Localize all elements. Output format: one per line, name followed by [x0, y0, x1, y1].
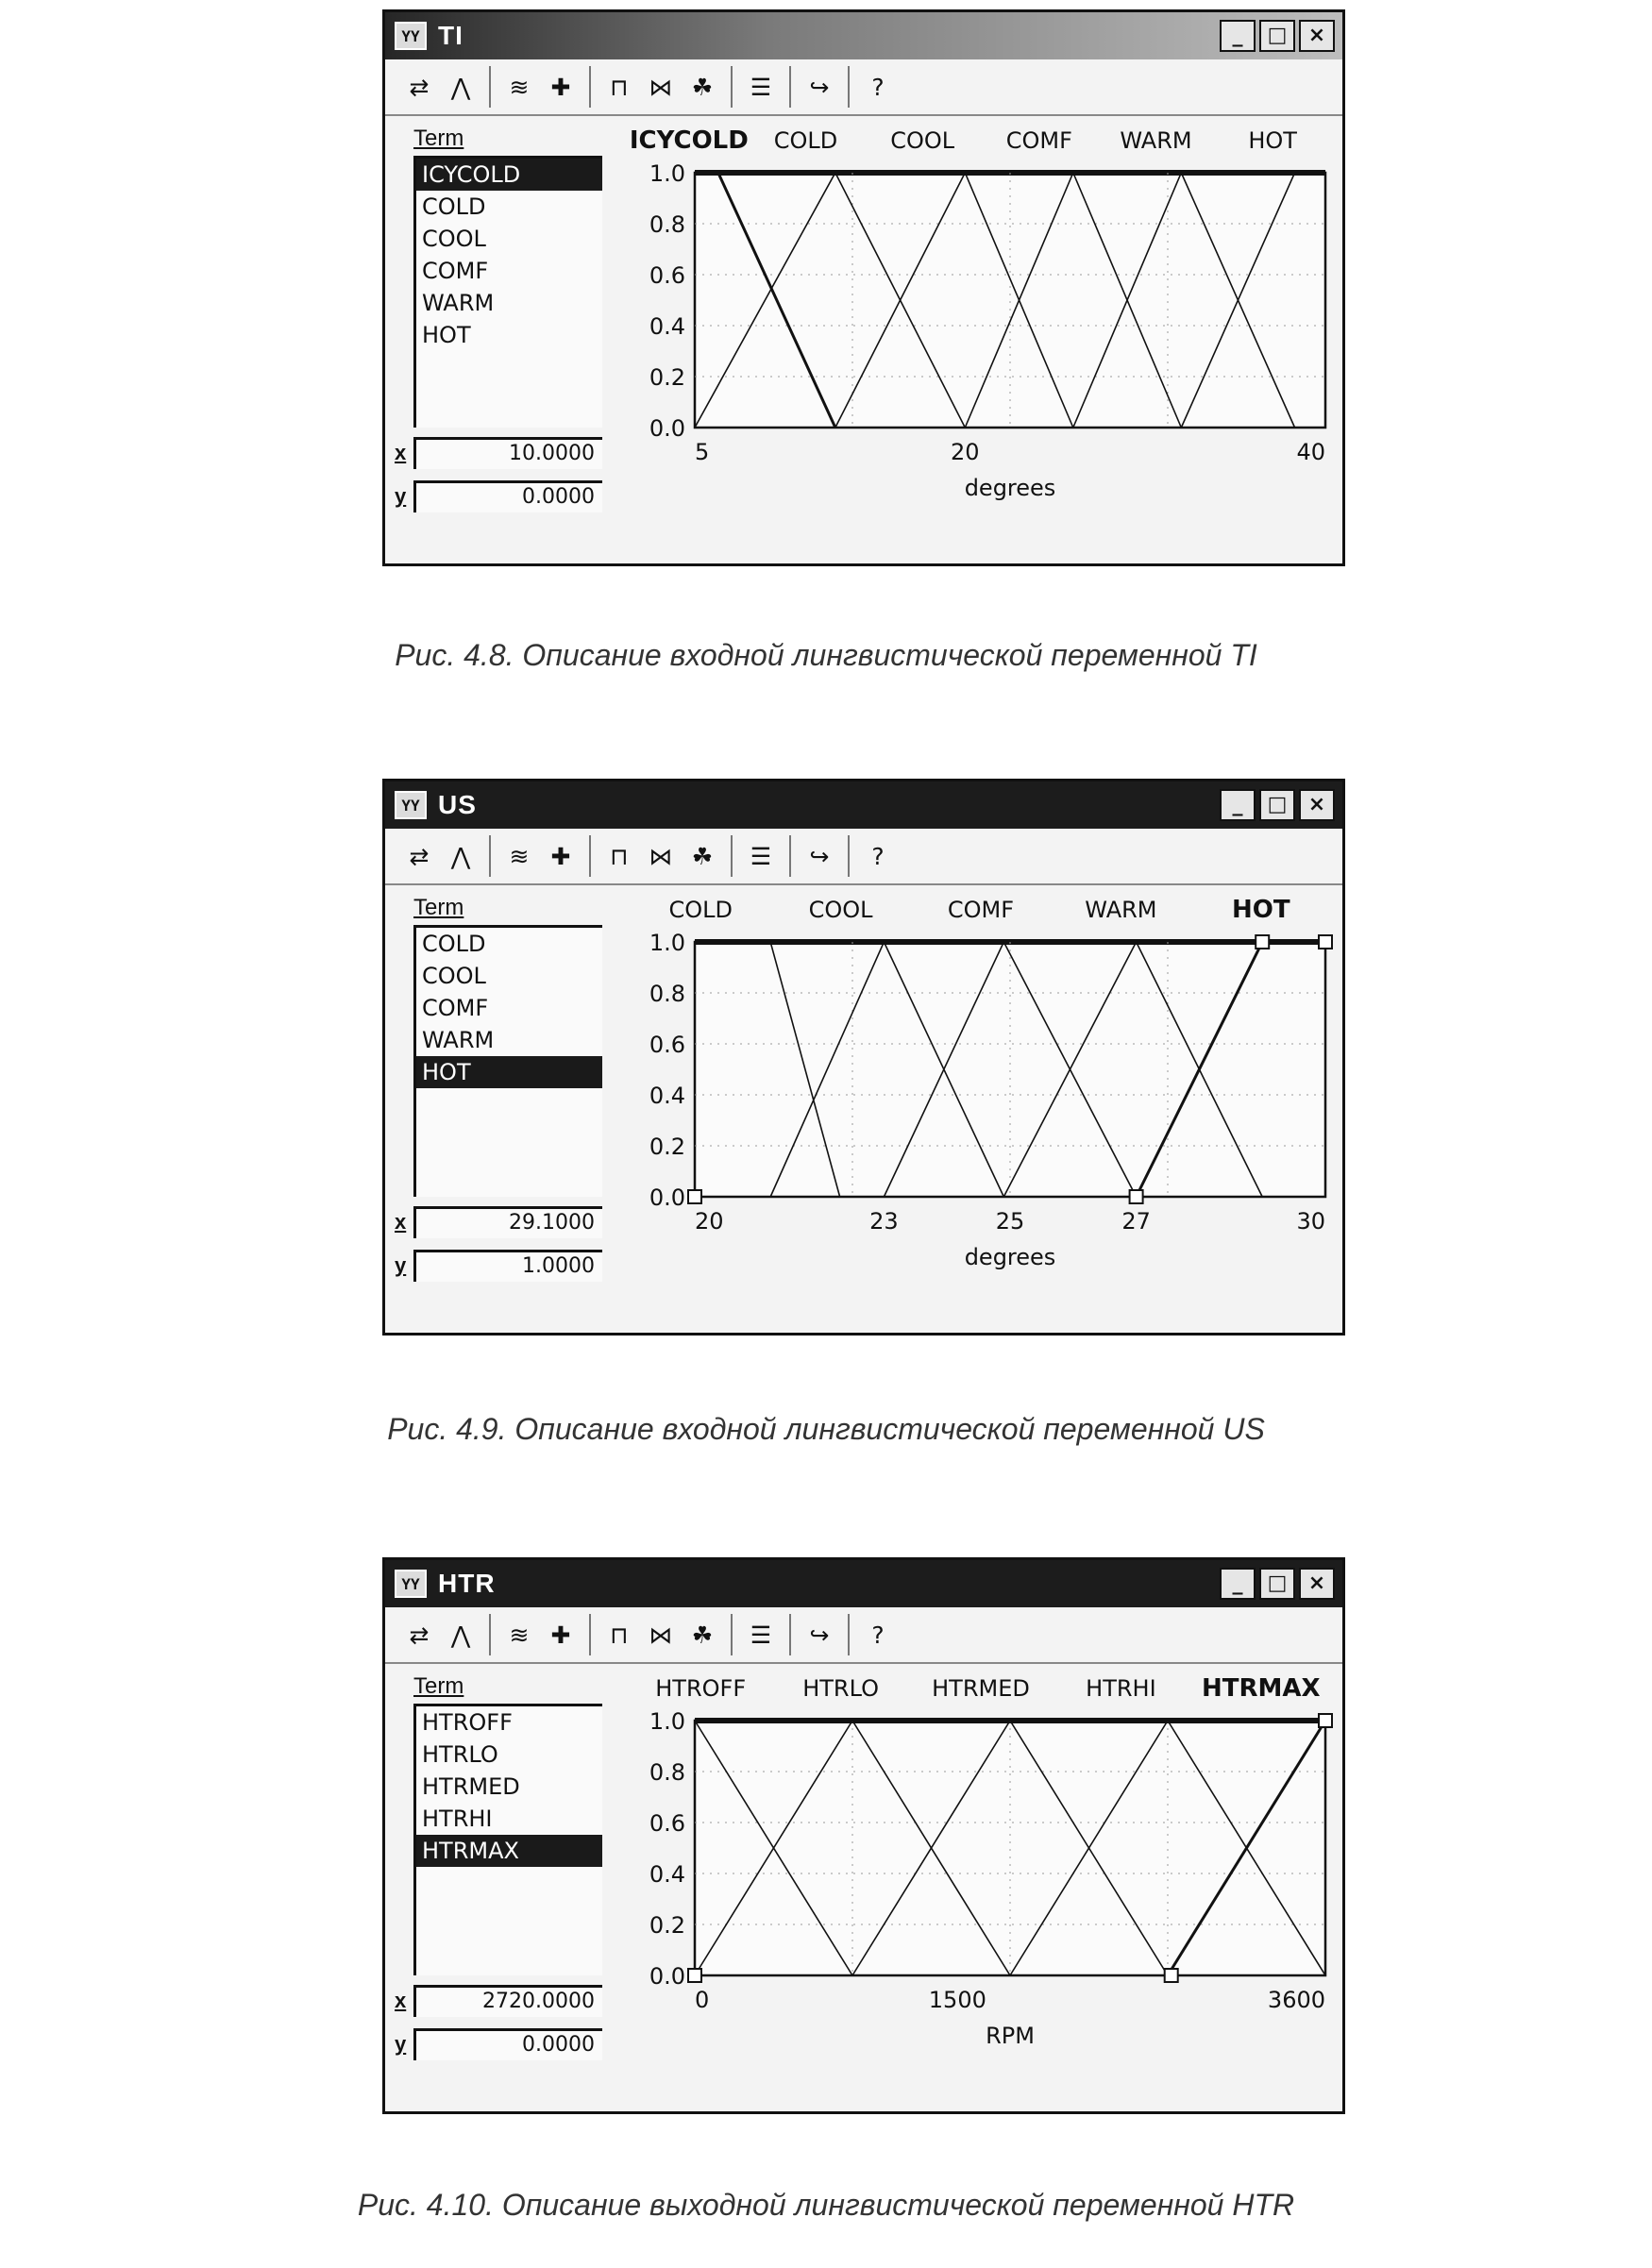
x-value-field[interactable]: 29.1000	[413, 1206, 602, 1238]
term-label: Term	[413, 126, 464, 151]
window-us	[382, 779, 1345, 1336]
edit-term-icon[interactable]: ⊓	[610, 842, 629, 870]
y-tick-label: 0.4	[649, 1861, 685, 1888]
x-tick-label: 23	[869, 1208, 899, 1235]
x-tick-label: 30	[1296, 1208, 1325, 1235]
x-value-field[interactable]: 2720.0000	[413, 1985, 602, 2017]
rules-icon[interactable]: ≋	[509, 1621, 530, 1649]
title-bar[interactable]	[385, 1560, 1342, 1607]
y-value-field[interactable]: 0.0000	[413, 2028, 602, 2060]
title-bar[interactable]	[385, 12, 1342, 59]
term-item[interactable]: HTRLO	[422, 1741, 498, 1768]
toolbar	[385, 1607, 1342, 1664]
x-tick-label: 27	[1121, 1208, 1151, 1235]
close-button[interactable]: ×	[1299, 1568, 1335, 1600]
toolbar-separator	[789, 66, 791, 108]
x-axis-label: degrees	[964, 475, 1056, 501]
term-header-label: HOT	[1231, 896, 1290, 924]
toolbar-separator	[731, 835, 733, 877]
term-item[interactable]: ICYCOLD	[416, 159, 602, 191]
window-title: US	[438, 790, 477, 819]
term-item[interactable]: COLD	[422, 931, 486, 957]
figure-ti	[382, 9, 1345, 566]
toolbar-separator	[848, 66, 850, 108]
toolbar	[385, 59, 1342, 116]
x-tick-label: 5	[695, 439, 710, 465]
y-tick-label: 0.4	[649, 313, 685, 340]
y-tick-label: 0.2	[649, 1912, 685, 1939]
y-tick-label: 0.6	[649, 1810, 685, 1837]
y-tick-label: 0.8	[649, 981, 685, 1007]
term-header-label: COLD	[668, 897, 733, 923]
window-title: HTR	[438, 1569, 496, 1598]
toolbar-separator	[731, 66, 733, 108]
help-icon[interactable]: ?	[871, 842, 885, 870]
y-tick-label: 0.0	[649, 1184, 685, 1211]
term-header-label: COLD	[773, 127, 838, 154]
term-label: Term	[413, 895, 464, 920]
variables-icon[interactable]: ⇄	[409, 73, 430, 101]
toolbar-separator	[789, 835, 791, 877]
x-label: x	[395, 1210, 407, 1234]
figure-caption: Рис. 4.9. Описание входной лингвистической переменной US	[387, 1412, 1265, 1446]
term-item[interactable]: WARM	[422, 1027, 495, 1053]
toolbar-separator	[848, 835, 850, 877]
y-tick-label: 0.6	[649, 1032, 685, 1058]
term-label: Term	[413, 1673, 464, 1699]
toolbar-separator	[589, 66, 591, 108]
x-label: x	[395, 441, 407, 464]
figure-us	[382, 779, 1345, 1336]
list-icon[interactable]: ☰	[750, 73, 772, 101]
x-tick-label: 3600	[1267, 1987, 1325, 2013]
y-label: y	[395, 2032, 407, 2056]
y-value-field[interactable]: 1.0000	[413, 1250, 602, 1282]
membership-chart[interactable]	[619, 116, 1342, 560]
arrow-icon[interactable]: ↪	[809, 1621, 830, 1649]
term-header-label: COMF	[1005, 127, 1072, 154]
vertex-handle[interactable]	[688, 1190, 701, 1203]
term-item[interactable]: COOL	[422, 963, 486, 989]
membership-icon[interactable]: ⋀	[450, 73, 471, 101]
y-tick-label: 0.8	[649, 1759, 685, 1786]
x-tick-label: 40	[1296, 439, 1325, 465]
term-header-label: COOL	[808, 897, 873, 923]
term-item[interactable]: HOT	[416, 1056, 602, 1088]
toolbar-separator	[489, 66, 491, 108]
edit-term-icon[interactable]: ⊓	[610, 1621, 629, 1649]
add-term-icon[interactable]: ✚	[550, 73, 571, 101]
term-item[interactable]: HTROFF	[422, 1709, 513, 1736]
y-tick-label: 1.0	[649, 930, 685, 956]
x-tick-label: 0	[695, 1987, 710, 2013]
y-label: y	[395, 484, 407, 508]
y-tick-label: 0.0	[649, 1963, 685, 1990]
close-button[interactable]: ×	[1299, 20, 1335, 52]
term-header-label: HTRMAX	[1202, 1674, 1321, 1703]
term-list[interactable]	[413, 925, 602, 1197]
y-tick-label: 0.6	[649, 262, 685, 289]
x-tick-label: 1500	[928, 1987, 986, 2013]
y-tick-label: 1.0	[649, 160, 685, 187]
toolbar-separator	[589, 1614, 591, 1655]
term-header-label: ICYCOLD	[629, 126, 749, 155]
minimize-button[interactable]: _	[1220, 1568, 1256, 1600]
vertex-handle[interactable]	[1319, 935, 1332, 949]
vertex-handle[interactable]	[1256, 935, 1269, 949]
variables-icon[interactable]: ⇄	[409, 842, 430, 870]
membership-chart[interactable]	[619, 1664, 1342, 2108]
term-item[interactable]: COLD	[422, 193, 486, 220]
y-tick-label: 0.4	[649, 1083, 685, 1109]
wizard-icon[interactable]: ☘	[691, 1621, 714, 1649]
app-icon: ΥΥ	[395, 22, 427, 50]
term-item[interactable]: HTRHI	[422, 1806, 493, 1832]
term-list[interactable]	[413, 156, 602, 428]
close-button[interactable]: ×	[1299, 789, 1335, 821]
list-icon[interactable]: ☰	[750, 1621, 772, 1649]
term-header-label: COMF	[947, 897, 1015, 923]
y-tick-label: 0.2	[649, 1134, 685, 1160]
x-value-field[interactable]: 10.0000	[413, 437, 602, 469]
fuzzy-icon[interactable]: ⋈	[649, 1621, 673, 1649]
add-term-icon[interactable]: ✚	[550, 1621, 571, 1649]
x-tick-label: 20	[951, 439, 980, 465]
toolbar-separator	[489, 1614, 491, 1655]
term-header-label: WARM	[1120, 127, 1192, 154]
x-tick-label: 25	[995, 1208, 1025, 1235]
arrow-icon[interactable]: ↪	[809, 73, 830, 101]
wizard-icon[interactable]: ☘	[691, 842, 714, 870]
toolbar-separator	[589, 835, 591, 877]
variables-icon[interactable]: ⇄	[409, 1621, 430, 1649]
term-item[interactable]: WARM	[422, 290, 495, 316]
term-header-label: HOT	[1248, 127, 1297, 154]
x-tick-label: 20	[695, 1208, 724, 1235]
term-item[interactable]: HTRMAX	[416, 1835, 602, 1867]
term-item[interactable]: HOT	[422, 322, 471, 348]
maximize-button[interactable]: □	[1259, 789, 1295, 821]
window-ti	[382, 9, 1345, 566]
vertex-handle[interactable]	[1319, 1714, 1332, 1727]
x-axis-label: degrees	[964, 1244, 1056, 1270]
rules-icon[interactable]: ≋	[509, 73, 530, 101]
x-label: x	[395, 1989, 407, 2012]
add-term-icon[interactable]: ✚	[550, 842, 571, 870]
figure-caption: Рис. 4.10. Описание выходной лингвистической переменной HTR	[357, 2188, 1295, 2222]
arrow-icon[interactable]: ↪	[809, 842, 830, 870]
term-item[interactable]: HTRMED	[422, 1773, 520, 1800]
figure-caption: Рис. 4.8. Описание входной лингвистической переменной TI	[395, 638, 1257, 672]
y-tick-label: 0.8	[649, 211, 685, 238]
fuzzy-icon[interactable]: ⋈	[649, 842, 673, 870]
term-item[interactable]: COMF	[422, 995, 489, 1021]
term-header-label: HTRMED	[932, 1675, 1030, 1702]
list-icon[interactable]: ☰	[750, 842, 772, 870]
membership-icon[interactable]: ⋀	[450, 842, 471, 870]
term-header-label: HTRHI	[1086, 1675, 1156, 1702]
y-tick-label: 0.0	[649, 415, 685, 442]
term-header-label: WARM	[1085, 897, 1157, 923]
edit-term-icon[interactable]: ⊓	[610, 73, 629, 101]
y-label: y	[395, 1253, 407, 1277]
term-list[interactable]	[413, 1704, 602, 1975]
vertex-handle[interactable]	[688, 1969, 701, 1982]
y-tick-label: 1.0	[649, 1708, 685, 1735]
membership-icon[interactable]: ⋀	[450, 1621, 471, 1649]
app-icon: ΥΥ	[395, 791, 427, 819]
minimize-button[interactable]: _	[1220, 20, 1256, 52]
fuzzy-icon[interactable]: ⋈	[649, 73, 673, 101]
y-value-field[interactable]: 0.0000	[413, 480, 602, 512]
term-header-label: COOL	[890, 127, 955, 154]
toolbar-separator	[489, 835, 491, 877]
rules-icon[interactable]: ≋	[509, 842, 530, 870]
figure-htr	[382, 1557, 1345, 2114]
term-item[interactable]: COMF	[422, 258, 489, 284]
toolbar-separator	[789, 1614, 791, 1655]
toolbar	[385, 829, 1342, 885]
maximize-button[interactable]: □	[1259, 20, 1295, 52]
vertex-handle[interactable]	[1165, 1969, 1178, 1982]
term-header-label: HTRLO	[802, 1675, 879, 1702]
y-tick-label: 0.2	[649, 364, 685, 391]
vertex-handle[interactable]	[1130, 1190, 1143, 1203]
window-title: TI	[438, 21, 464, 50]
help-icon[interactable]: ?	[871, 1621, 885, 1649]
membership-chart[interactable]	[619, 885, 1342, 1329]
title-bar[interactable]	[385, 781, 1342, 829]
minimize-button[interactable]: _	[1220, 789, 1256, 821]
app-icon: ΥΥ	[395, 1570, 427, 1598]
toolbar-separator	[731, 1614, 733, 1655]
help-icon[interactable]: ?	[871, 73, 885, 101]
window-htr	[382, 1557, 1345, 2114]
toolbar-separator	[848, 1614, 850, 1655]
x-axis-label: RPM	[986, 2023, 1035, 2049]
term-header-label: HTROFF	[655, 1675, 747, 1702]
maximize-button[interactable]: □	[1259, 1568, 1295, 1600]
term-item[interactable]: COOL	[422, 226, 486, 252]
wizard-icon[interactable]: ☘	[691, 73, 714, 101]
